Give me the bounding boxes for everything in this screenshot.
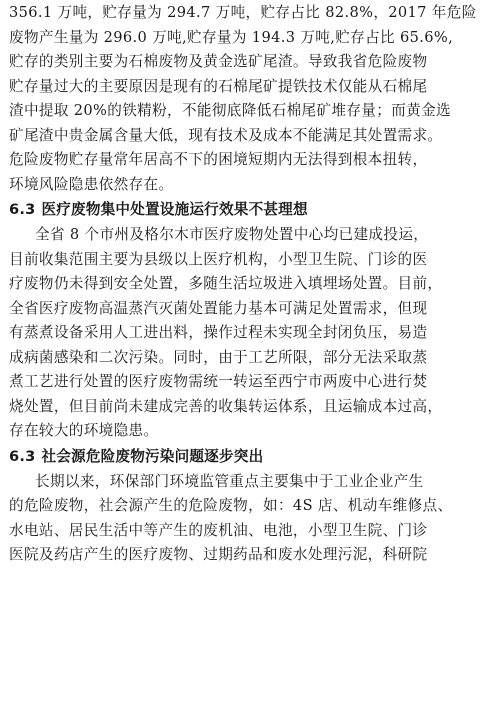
text-line: 医院及药店产生的医疗废物、过期药品和废水处理污泥，科研院: [9, 546, 428, 563]
text-line: 成病菌感染和二次污染。同时，由于工艺所限，部分无法采取蒸: [9, 348, 428, 366]
paragraph-medical-waste: [9, 223, 483, 444]
text-line: 煮工艺进行处置的医疗废物需统一转运至西宁市两废中心进行焚: [9, 373, 428, 390]
text-line: 全省 8 个市州及格尔木市医疗废物处置中心均已建成投运，: [35, 226, 429, 243]
paragraph-hazardous-waste-storage: [9, 1, 483, 197]
text-line: 矿尾渣中贵金属含量大低，现有技术及成本不能满足其处置需求。: [9, 126, 443, 144]
text-line: 存在较大的环境隐患。: [9, 422, 159, 439]
section-number: 6.3: [9, 447, 36, 465]
text-line: 长期以来，环保部门环境监管重点主要集中于工业企业产生: [35, 472, 424, 490]
text-line: 贮存的类别主要为石棉废物及黄金选矿尾渣。导致我省危险废物: [9, 53, 428, 70]
section-title: 医疗废物集中处置设施运行效果不甚理想: [41, 201, 308, 218]
text-line: 烧处置，但目前尚未建成完善的收集转运体系，且运输成本过高，: [9, 397, 443, 415]
text-line: 贮存量过大的主要原因是现有的石棉尾矿提铁技术仅能从石棉尾: [9, 77, 428, 95]
text-line: 废物产生量为 296.0 万吨,贮存量为 194.3 万吨,贮存占比 65.6%,: [9, 28, 454, 46]
text-line: 全省医疗废物高温蒸汽灭菌处置能力基本可满足处置需求，但现: [9, 299, 428, 317]
text-line: 356.1 万吨，贮存量为 294.7 万吨，贮存占比 82.8%，2017 年危险: [9, 4, 477, 21]
paragraph-social-source-waste: [9, 470, 483, 568]
text-line: 危险废物贮存量常年居高不下的困境短期内无法得到根本扭转，: [9, 151, 428, 168]
text-line: 的危险废物，社会源产生的危险废物，如：4S 店、机动车维修点、: [9, 497, 453, 514]
text-line: 目前收集范围主要为县级以上医疗机构，小型卫生院、门诊的医: [9, 250, 428, 268]
section-title: 社会源危险废物污染问题逐步突出: [41, 447, 264, 465]
text-line: 水电站、居民生活中等产生的废机油、电池，小型卫生院、门诊: [9, 521, 428, 539]
section-heading-medical-waste: [9, 197, 483, 223]
text-line: 疗废物仍未得到安全处置，多随生活垃圾进入填埋场处置。目前，: [9, 275, 443, 292]
text-line: 渣中提取 20%的铁精粉，不能彻底降低石棉尾矿堆存量；而黄金选: [9, 102, 451, 119]
section-heading-social-source-waste: [9, 444, 483, 470]
text-line: 有蒸煮设备采用人工进出料，操作过程未实现全封闭负压，易造: [9, 324, 428, 341]
text-line: 环境风险隐患依然存在。: [9, 175, 174, 193]
section-number: 6.3: [9, 201, 36, 218]
